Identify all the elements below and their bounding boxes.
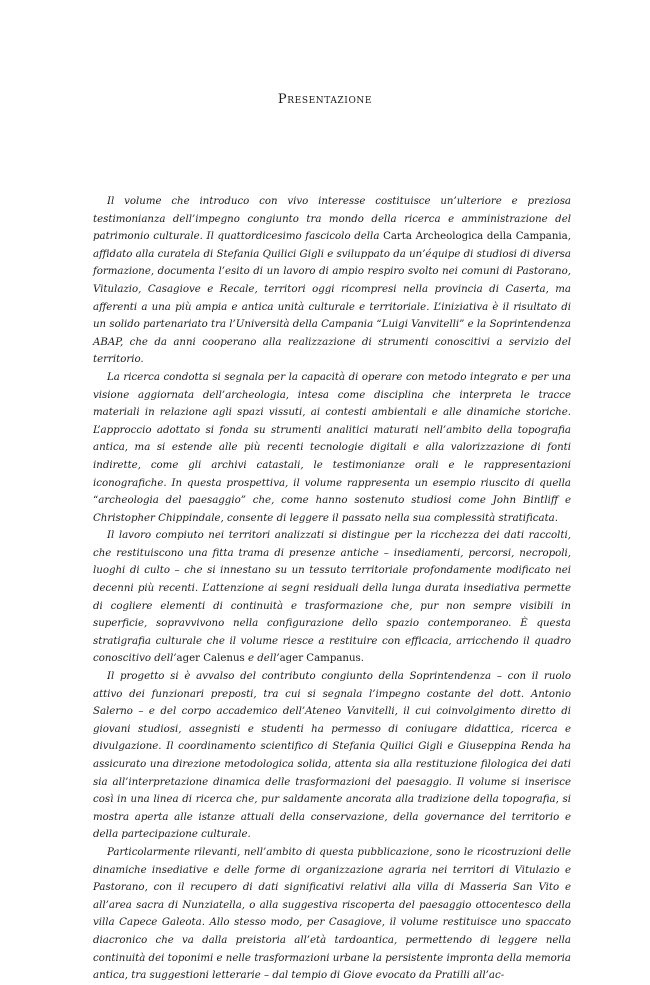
paragraph [93, 668, 571, 844]
paragraph [93, 844, 571, 985]
text-segment: Il progetto si è avvalso del contributo congiunto della Soprintendenza – con il ruolo attivo dei funzionari preposti, tra cui si segnala l’impegno costante del dott. Antonio Salerno – e del corpo accademico dell’Ateneo Vanvitelli, il cui coinvolgimento diretto di giovani studiosi, assegnisti e studenti ha permesso di coniugare didattica, ricerca e divulgazione. Il coordinamento scientifico di Stefania Quilici Gigli e Giuseppina Renda ha assicurato una direzione metodologica solida, attenta sia alla restituzione filologica dei dati sia all’interpretazione dinamica delle trasformazioni del paesaggio. Il volume si inserisce così in una linea di ricerca che, pur saldamente ancorata alla tradizione della topografia, si mostra aperta alle istanze attuali della conservazione, della governance del territorio e della partecipazione culturale. [93, 671, 571, 841]
roman-text-segment: ager Calenus [176, 653, 245, 665]
text-segment: Il volume che introduco con vivo interesse costituisce un’ulteriore e preziosa testimonianza dell’impegno congiunto tra mondo della ricerca e amministrazione del patrimonio culturale. Il quattordicesimo fascicolo della [93, 196, 571, 243]
text-segment: . [360, 653, 365, 665]
paragraph [93, 369, 571, 527]
text-segment: Il lavoro compiuto nei territori analizzati si distingue per la ricchezza dei dati raccolti, che restituiscono una fitta trama di presenze antiche – insediamenti, percorsi, necropoli, luoghi di culto – che si innestano su un tessuto territoriale profondamente modificato nei decenni più recenti. L’attenzione ai segni residuali della lunga durata insediativa permette di cogliere elementi di continuità e trasformazione che, pur non sempre visibili in superficie, sopravvivono nella configurazione dello spazio contemporaneo. È questa stratigrafia culturale che il volume riesce a restituire con efficacia, arricchendo il quadro conoscitivo dell’ [93, 530, 571, 665]
text-segment: La ricerca condotta si segnala per la capacità di operare con metodo integrato e per una visione aggiornata dell’archeologia, intesa come disciplina che interpreta le tracce materiali in relazione agli spazi vissuti, ai contesti ambientali e alle dinamiche storiche. L’approccio adottato si fonda su strumenti analitici maturati nell’ambito della topografia antica, ma si estende alle più recenti tecnologie digitali e alla valorizzazione di fonti indirette, come gli archivi catastali, le testimonianze orali e le rappresentazioni iconografiche. In questa prospettiva, il volume rappresenta un esempio riuscito di quella “archeologia del paesaggio” che, come hanno sostenuto studiosi come John Bintliff e Christopher Chippindale, consente di leggere il passato nella sua complessità stratificata. [93, 371, 571, 524]
paragraph [93, 527, 571, 668]
roman-text-segment: ager Campanus [279, 653, 361, 665]
text-segment: e dell’ [244, 653, 280, 665]
text-segment: , affidato alla curatela di Stefania Quilici Gigli e sviluppato da un’équipe di studiosi di diversa formazione, documenta l’esito di un lavoro di ampio respiro svolto nei comuni di Pastorano, Vitulazio, Casagiove e Recale, territori oggi ricompresi nella provincia di Caserta, ma afferenti a una più ampia e antica unità culturale e territoriale. L’iniziativa è il risultato di un solido partenariato tra l’Università della Campania “Luigi Vanvitelli” e la Soprintendenza ABAP, che da anni cooperano alla realizzazione di strumenti conoscitivi a servizio del territorio. [93, 231, 572, 366]
page-title: Presentazione [277, 92, 373, 107]
text-segment: Particolarmente rilevanti, nell’ambito di questa pubblicazione, sono le ricostruzioni delle dinamiche insediative e delle forme di organizzazione agraria nei territori di Vitulazio e Pastorano, con il recupero di dati significativi relativi alla villa di Masseria San Vito e all’area sacra di Nunziatella, o alla suggestiva riscoperta del paesaggio ottocentesco della villa Capece Galeota. Allo stesso modo, per Casagiove, il volume restituisce uno spaccato diacronico che va dalla preistoria all’età tardoantica, permettendo di leggere nella continuità dei toponimi e nelle trasformazioni urbane la persistente impronta della memoria antica, tra suggestioni letterarie – dal tempio di Giove evocato da Pratilli all’ac- [93, 846, 571, 982]
roman-text-segment: Carta Archeologica della Campania [383, 231, 568, 243]
body-text [93, 193, 571, 985]
paragraph [93, 193, 571, 369]
